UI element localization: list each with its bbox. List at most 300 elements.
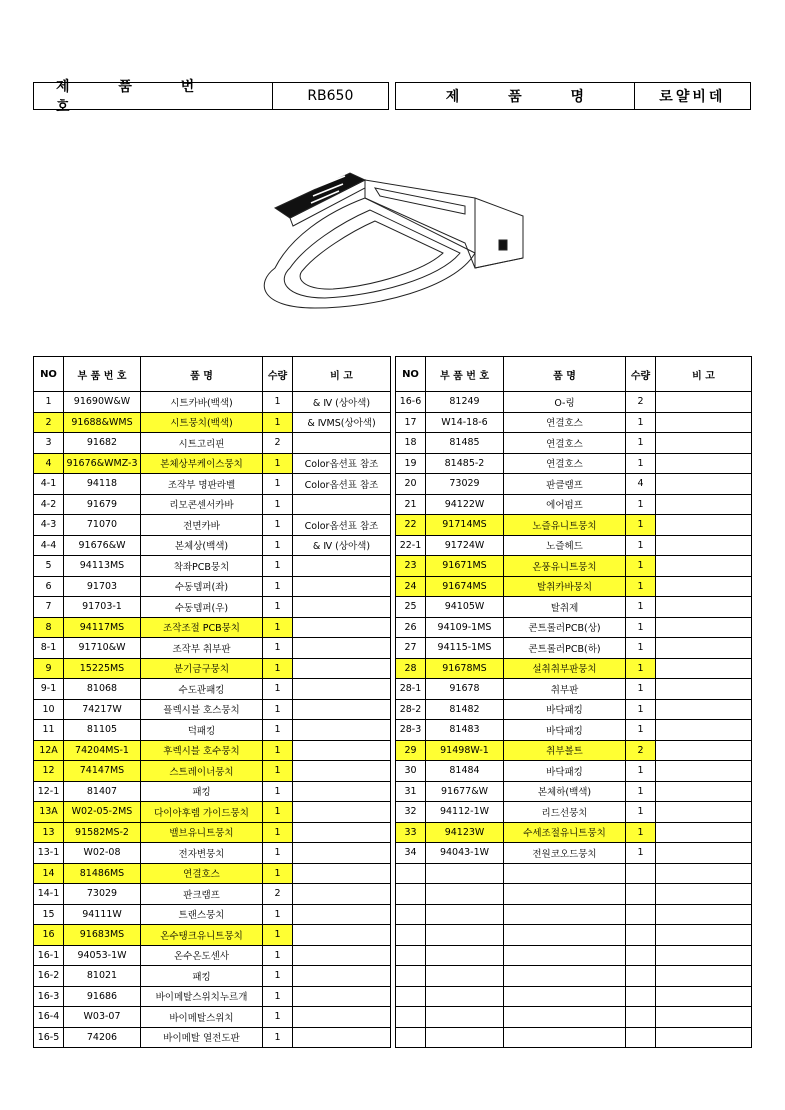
row-remarks — [293, 822, 391, 843]
row-qty: 1 — [626, 453, 656, 474]
row-part-number: 71070 — [64, 515, 141, 536]
row-part-name: 탈취카바뭉치 — [504, 576, 626, 597]
table-row — [396, 863, 752, 884]
row-qty: 1 — [263, 412, 293, 433]
row-remarks — [656, 802, 752, 823]
row-no: 14-1 — [34, 884, 64, 905]
row-no: 28-3 — [396, 720, 426, 741]
row-no: 1 — [34, 392, 64, 413]
row-part-number: W02-08 — [64, 843, 141, 864]
row-remarks — [656, 597, 752, 618]
row-no: 13-1 — [34, 843, 64, 864]
row-part-name: 스트레이너뭉치 — [141, 761, 263, 782]
row-part-name: 판클램프 — [504, 474, 626, 495]
table-row — [396, 904, 752, 925]
row-remarks — [656, 535, 752, 556]
row-no: 23 — [396, 556, 426, 577]
row-remarks — [293, 761, 391, 782]
row-no: 15 — [34, 904, 64, 925]
row-no: 4-1 — [34, 474, 64, 495]
row-remarks — [656, 925, 752, 946]
table-row — [396, 699, 752, 720]
row-no: 16-3 — [34, 986, 64, 1007]
row-no: 9 — [34, 658, 64, 679]
row-part-name: 덕패킹 — [141, 720, 263, 741]
row-part-number: 94122W — [426, 494, 504, 515]
row-remarks — [293, 658, 391, 679]
row-no — [396, 1027, 426, 1048]
row-part-name: 시트카바(백색) — [141, 392, 263, 413]
row-part-number: 91679 — [64, 494, 141, 515]
row-qty: 1 — [263, 761, 293, 782]
row-part-number: 94118 — [64, 474, 141, 495]
row-remarks — [293, 740, 391, 761]
row-remarks — [656, 781, 752, 802]
table-row — [34, 986, 391, 1007]
bidet-product-illustration — [255, 158, 525, 318]
row-part-name: 패킹 — [141, 781, 263, 802]
row-remarks — [293, 802, 391, 823]
row-no: 16-2 — [34, 966, 64, 987]
row-remarks — [293, 556, 391, 577]
row-qty: 1 — [626, 720, 656, 741]
row-no: 12-1 — [34, 781, 64, 802]
row-part-number: 81483 — [426, 720, 504, 741]
row-remarks — [293, 720, 391, 741]
row-part-name: 리모콘센서카바 — [141, 494, 263, 515]
row-remarks — [656, 679, 752, 700]
table-row — [34, 945, 391, 966]
col-header-part-name: 품 명 — [141, 357, 263, 392]
row-part-number: 91688&WMS — [64, 412, 141, 433]
row-no: 4-4 — [34, 535, 64, 556]
row-qty: 1 — [263, 474, 293, 495]
row-remarks: & Ⅳ (상아색) — [293, 392, 391, 413]
row-qty: 1 — [263, 945, 293, 966]
row-part-name: 밸브유니트뭉치 — [141, 822, 263, 843]
row-qty: 1 — [263, 617, 293, 638]
row-part-name: 전면카바 — [141, 515, 263, 536]
row-no — [396, 1007, 426, 1028]
table-row — [34, 966, 391, 987]
table-row — [396, 494, 752, 515]
row-qty: 2 — [263, 884, 293, 905]
row-part-number: 91724W — [426, 535, 504, 556]
table-row — [396, 986, 752, 1007]
row-part-number: 74204MS-1 — [64, 740, 141, 761]
row-qty: 1 — [263, 863, 293, 884]
row-part-number: 91703-1 — [64, 597, 141, 618]
row-part-name: 연결호스 — [141, 863, 263, 884]
row-no — [396, 986, 426, 1007]
col-header-no: NO — [396, 357, 426, 392]
table-row — [396, 1007, 752, 1028]
table-row — [396, 720, 752, 741]
row-no: 16-4 — [34, 1007, 64, 1028]
row-no: 7 — [34, 597, 64, 618]
row-part-name: 수도관패킹 — [141, 679, 263, 700]
row-part-name: 연결호스 — [504, 453, 626, 474]
table-row — [396, 945, 752, 966]
table-row — [396, 966, 752, 987]
row-part-number: 74217W — [64, 699, 141, 720]
col-header-qty: 수량 — [263, 357, 293, 392]
row-remarks — [293, 494, 391, 515]
product-number-value: RB650 — [272, 83, 388, 109]
row-qty: 2 — [626, 740, 656, 761]
row-remarks — [293, 945, 391, 966]
row-part-number: 91676&W — [64, 535, 141, 556]
row-remarks — [293, 925, 391, 946]
row-part-number: 91714MS — [426, 515, 504, 536]
row-no: 2 — [34, 412, 64, 433]
row-qty: 1 — [626, 802, 656, 823]
row-qty — [626, 966, 656, 987]
row-qty: 1 — [626, 781, 656, 802]
row-part-name: 다이아후렘 가이드뭉치 — [141, 802, 263, 823]
row-remarks — [656, 761, 752, 782]
row-part-name: O-링 — [504, 392, 626, 413]
table-row — [396, 576, 752, 597]
row-remarks — [293, 863, 391, 884]
row-no — [396, 966, 426, 987]
row-no: 12A — [34, 740, 64, 761]
col-header-remarks: 비 고 — [293, 357, 391, 392]
row-part-number: 81486MS — [64, 863, 141, 884]
row-remarks — [656, 494, 752, 515]
row-part-name — [504, 863, 626, 884]
row-no: 9-1 — [34, 679, 64, 700]
row-part-name — [504, 945, 626, 966]
row-no: 4-2 — [34, 494, 64, 515]
table-row — [396, 453, 752, 474]
row-part-name: 수세조절유니트뭉치 — [504, 822, 626, 843]
row-remarks: Color옵션표 참조 — [293, 515, 391, 536]
row-no: 16-6 — [396, 392, 426, 413]
row-remarks — [656, 699, 752, 720]
row-no: 8 — [34, 617, 64, 638]
row-part-number: 94109-1MS — [426, 617, 504, 638]
row-part-name: 트랜스뭉치 — [141, 904, 263, 925]
row-remarks — [293, 843, 391, 864]
row-no — [396, 863, 426, 884]
row-part-name — [504, 986, 626, 1007]
row-qty: 2 — [263, 433, 293, 454]
table-row — [34, 494, 391, 515]
row-part-number: W03-07 — [64, 1007, 141, 1028]
row-part-name: 패킹 — [141, 966, 263, 987]
row-no: 19 — [396, 453, 426, 474]
row-qty: 1 — [263, 781, 293, 802]
row-part-name: 노즐헤드 — [504, 535, 626, 556]
row-qty: 1 — [263, 966, 293, 987]
row-qty: 1 — [626, 494, 656, 515]
row-remarks — [656, 617, 752, 638]
row-qty: 2 — [626, 392, 656, 413]
row-part-name: 본체상부케이스뭉치 — [141, 453, 263, 474]
row-part-number — [426, 986, 504, 1007]
table-row — [396, 392, 752, 413]
row-qty — [626, 945, 656, 966]
product-number-label: 제 품 번 호 — [56, 79, 217, 115]
row-no: 8-1 — [34, 638, 64, 659]
table-row — [396, 761, 752, 782]
row-part-name: 전원코오드뭉치 — [504, 843, 626, 864]
row-no — [396, 925, 426, 946]
row-qty: 1 — [263, 986, 293, 1007]
row-part-number: 91678MS — [426, 658, 504, 679]
row-part-name: 바닥패킹 — [504, 699, 626, 720]
row-remarks — [656, 945, 752, 966]
row-qty: 1 — [263, 638, 293, 659]
table-row — [396, 679, 752, 700]
table-row — [34, 720, 391, 741]
row-no: 26 — [396, 617, 426, 638]
row-qty: 1 — [263, 679, 293, 700]
row-remarks — [656, 556, 752, 577]
row-part-name — [504, 925, 626, 946]
table-row — [34, 556, 391, 577]
row-no — [396, 884, 426, 905]
row-no: 11 — [34, 720, 64, 741]
row-part-number: W14-18-6 — [426, 412, 504, 433]
table-row — [34, 638, 391, 659]
row-part-number: 91677&W — [426, 781, 504, 802]
col-header-part-number: 부 품 번 호 — [64, 357, 141, 392]
row-part-name: 콘트롤러PCB(상) — [504, 617, 626, 638]
table-row — [396, 884, 752, 905]
row-part-number — [426, 925, 504, 946]
row-part-number: 81249 — [426, 392, 504, 413]
row-remarks: & Ⅳ (상아색) — [293, 535, 391, 556]
row-no: 10 — [34, 699, 64, 720]
row-part-name — [504, 1007, 626, 1028]
row-part-number: 81068 — [64, 679, 141, 700]
row-qty — [626, 863, 656, 884]
row-part-name: 착좌PCB뭉치 — [141, 556, 263, 577]
row-part-name: 본체하(백색) — [504, 781, 626, 802]
row-part-number: 91703 — [64, 576, 141, 597]
row-qty: 1 — [626, 638, 656, 659]
row-part-name: 탈취제 — [504, 597, 626, 618]
row-part-number: W02-05-2MS — [64, 802, 141, 823]
row-remarks — [293, 433, 391, 454]
row-no: 4-3 — [34, 515, 64, 536]
row-part-number: 81021 — [64, 966, 141, 987]
table-row — [34, 863, 391, 884]
row-part-name: 연결호스 — [504, 433, 626, 454]
row-remarks — [293, 1007, 391, 1028]
row-no: 14 — [34, 863, 64, 884]
row-qty — [626, 904, 656, 925]
table-row — [34, 453, 391, 474]
row-qty: 1 — [626, 699, 656, 720]
row-part-number: 94111W — [64, 904, 141, 925]
row-part-number: 73029 — [426, 474, 504, 495]
row-part-name: 연결호스 — [504, 412, 626, 433]
row-part-number: 94043-1W — [426, 843, 504, 864]
row-part-number: 94113MS — [64, 556, 141, 577]
row-remarks — [656, 1007, 752, 1028]
row-part-number: 94115-1MS — [426, 638, 504, 659]
row-no: 28 — [396, 658, 426, 679]
table-row — [396, 556, 752, 577]
row-remarks — [656, 453, 752, 474]
row-no: 24 — [396, 576, 426, 597]
row-no: 32 — [396, 802, 426, 823]
row-qty: 1 — [263, 494, 293, 515]
row-part-number: 81105 — [64, 720, 141, 741]
row-qty: 1 — [626, 515, 656, 536]
row-qty: 1 — [626, 658, 656, 679]
row-qty: 1 — [263, 392, 293, 413]
row-remarks: & ⅣMS(상아색) — [293, 412, 391, 433]
row-part-name: 온수탱크유니트뭉치 — [141, 925, 263, 946]
row-part-name: 온풍유니트뭉치 — [504, 556, 626, 577]
row-remarks — [293, 986, 391, 1007]
table-row — [396, 474, 752, 495]
row-remarks — [656, 966, 752, 987]
row-qty: 4 — [626, 474, 656, 495]
row-remarks — [656, 822, 752, 843]
row-qty — [626, 884, 656, 905]
row-no: 5 — [34, 556, 64, 577]
row-part-number: 91498W-1 — [426, 740, 504, 761]
row-part-name — [504, 966, 626, 987]
table-row — [396, 515, 752, 536]
parts-table-right — [395, 356, 752, 1048]
row-qty: 1 — [263, 576, 293, 597]
row-part-name: 온수온도센사 — [141, 945, 263, 966]
col-header-remarks: 비 고 — [656, 357, 752, 392]
col-header-part-number: 부 품 번 호 — [426, 357, 504, 392]
row-qty: 1 — [263, 535, 293, 556]
table-row — [396, 822, 752, 843]
table-row — [396, 925, 752, 946]
table-row — [34, 925, 391, 946]
row-no: 16-1 — [34, 945, 64, 966]
row-no: 34 — [396, 843, 426, 864]
table-row — [396, 1027, 752, 1048]
row-part-number — [426, 1007, 504, 1028]
row-part-number: 81485 — [426, 433, 504, 454]
row-part-name: 전자변뭉치 — [141, 843, 263, 864]
row-qty: 1 — [626, 597, 656, 618]
row-part-name: 조작조절 PCB뭉치 — [141, 617, 263, 638]
row-no: 29 — [396, 740, 426, 761]
row-qty — [626, 925, 656, 946]
table-row — [396, 617, 752, 638]
row-no: 3 — [34, 433, 64, 454]
row-part-number: 91683MS — [64, 925, 141, 946]
row-part-name: 노즐유니트뭉치 — [504, 515, 626, 536]
row-part-number: 81482 — [426, 699, 504, 720]
row-remarks — [656, 638, 752, 659]
table-row — [34, 597, 391, 618]
row-part-name: 시트고리핀 — [141, 433, 263, 454]
row-qty: 1 — [263, 515, 293, 536]
row-remarks — [656, 658, 752, 679]
table-row — [34, 802, 391, 823]
row-no: 22-1 — [396, 535, 426, 556]
row-part-number: 91682 — [64, 433, 141, 454]
row-part-name: 본체상(백색) — [141, 535, 263, 556]
row-qty: 1 — [626, 617, 656, 638]
table-row — [396, 433, 752, 454]
row-qty: 1 — [263, 904, 293, 925]
row-part-number — [426, 904, 504, 925]
row-no: 28-1 — [396, 679, 426, 700]
table-row — [396, 802, 752, 823]
row-part-number: 15225MS — [64, 658, 141, 679]
row-no: 20 — [396, 474, 426, 495]
row-part-number: 74147MS — [64, 761, 141, 782]
row-no: 4 — [34, 453, 64, 474]
row-part-name: 취부판 — [504, 679, 626, 700]
row-qty — [626, 986, 656, 1007]
row-part-name: 바이메탈스위치 — [141, 1007, 263, 1028]
row-qty: 1 — [626, 843, 656, 864]
row-remarks — [656, 412, 752, 433]
table-row — [34, 781, 391, 802]
row-remarks — [293, 904, 391, 925]
row-remarks — [656, 843, 752, 864]
table-row — [396, 843, 752, 864]
row-part-name: 에어펌프 — [504, 494, 626, 515]
row-remarks — [293, 597, 391, 618]
row-remarks — [293, 1027, 391, 1048]
table-row — [396, 535, 752, 556]
row-no: 25 — [396, 597, 426, 618]
row-no: 12 — [34, 761, 64, 782]
row-qty: 1 — [626, 822, 656, 843]
table-row — [34, 576, 391, 597]
row-part-name: 바닥패킹 — [504, 761, 626, 782]
product-name-label: 제 품 명 — [445, 89, 607, 105]
row-no: 17 — [396, 412, 426, 433]
row-part-name: 조작부 명판라벨 — [141, 474, 263, 495]
row-part-name: 후렉시블 호수뭉치 — [141, 740, 263, 761]
row-remarks — [656, 576, 752, 597]
row-remarks — [656, 740, 752, 761]
table-row — [34, 1027, 391, 1048]
row-qty: 1 — [263, 556, 293, 577]
row-remarks — [656, 863, 752, 884]
row-part-number: 91686 — [64, 986, 141, 1007]
row-qty: 1 — [626, 535, 656, 556]
row-part-name: 취부볼트 — [504, 740, 626, 761]
row-no: 18 — [396, 433, 426, 454]
row-part-number: 94053-1W — [64, 945, 141, 966]
row-part-name — [504, 1027, 626, 1048]
row-part-number — [426, 1027, 504, 1048]
row-remarks: Color옵션표 참조 — [293, 453, 391, 474]
row-no: 6 — [34, 576, 64, 597]
row-part-number: 91582MS-2 — [64, 822, 141, 843]
row-part-name: 수동뎀퍼(우) — [141, 597, 263, 618]
table-row — [396, 658, 752, 679]
row-part-number: 91690W&W — [64, 392, 141, 413]
row-part-name: 분기금구뭉치 — [141, 658, 263, 679]
row-remarks — [293, 617, 391, 638]
row-remarks — [656, 904, 752, 925]
row-remarks: Color옵션표 참조 — [293, 474, 391, 495]
row-no: 31 — [396, 781, 426, 802]
row-qty: 1 — [263, 453, 293, 474]
row-remarks — [293, 966, 391, 987]
row-remarks — [293, 699, 391, 720]
product-name-value: 로얄비데 — [634, 83, 750, 109]
